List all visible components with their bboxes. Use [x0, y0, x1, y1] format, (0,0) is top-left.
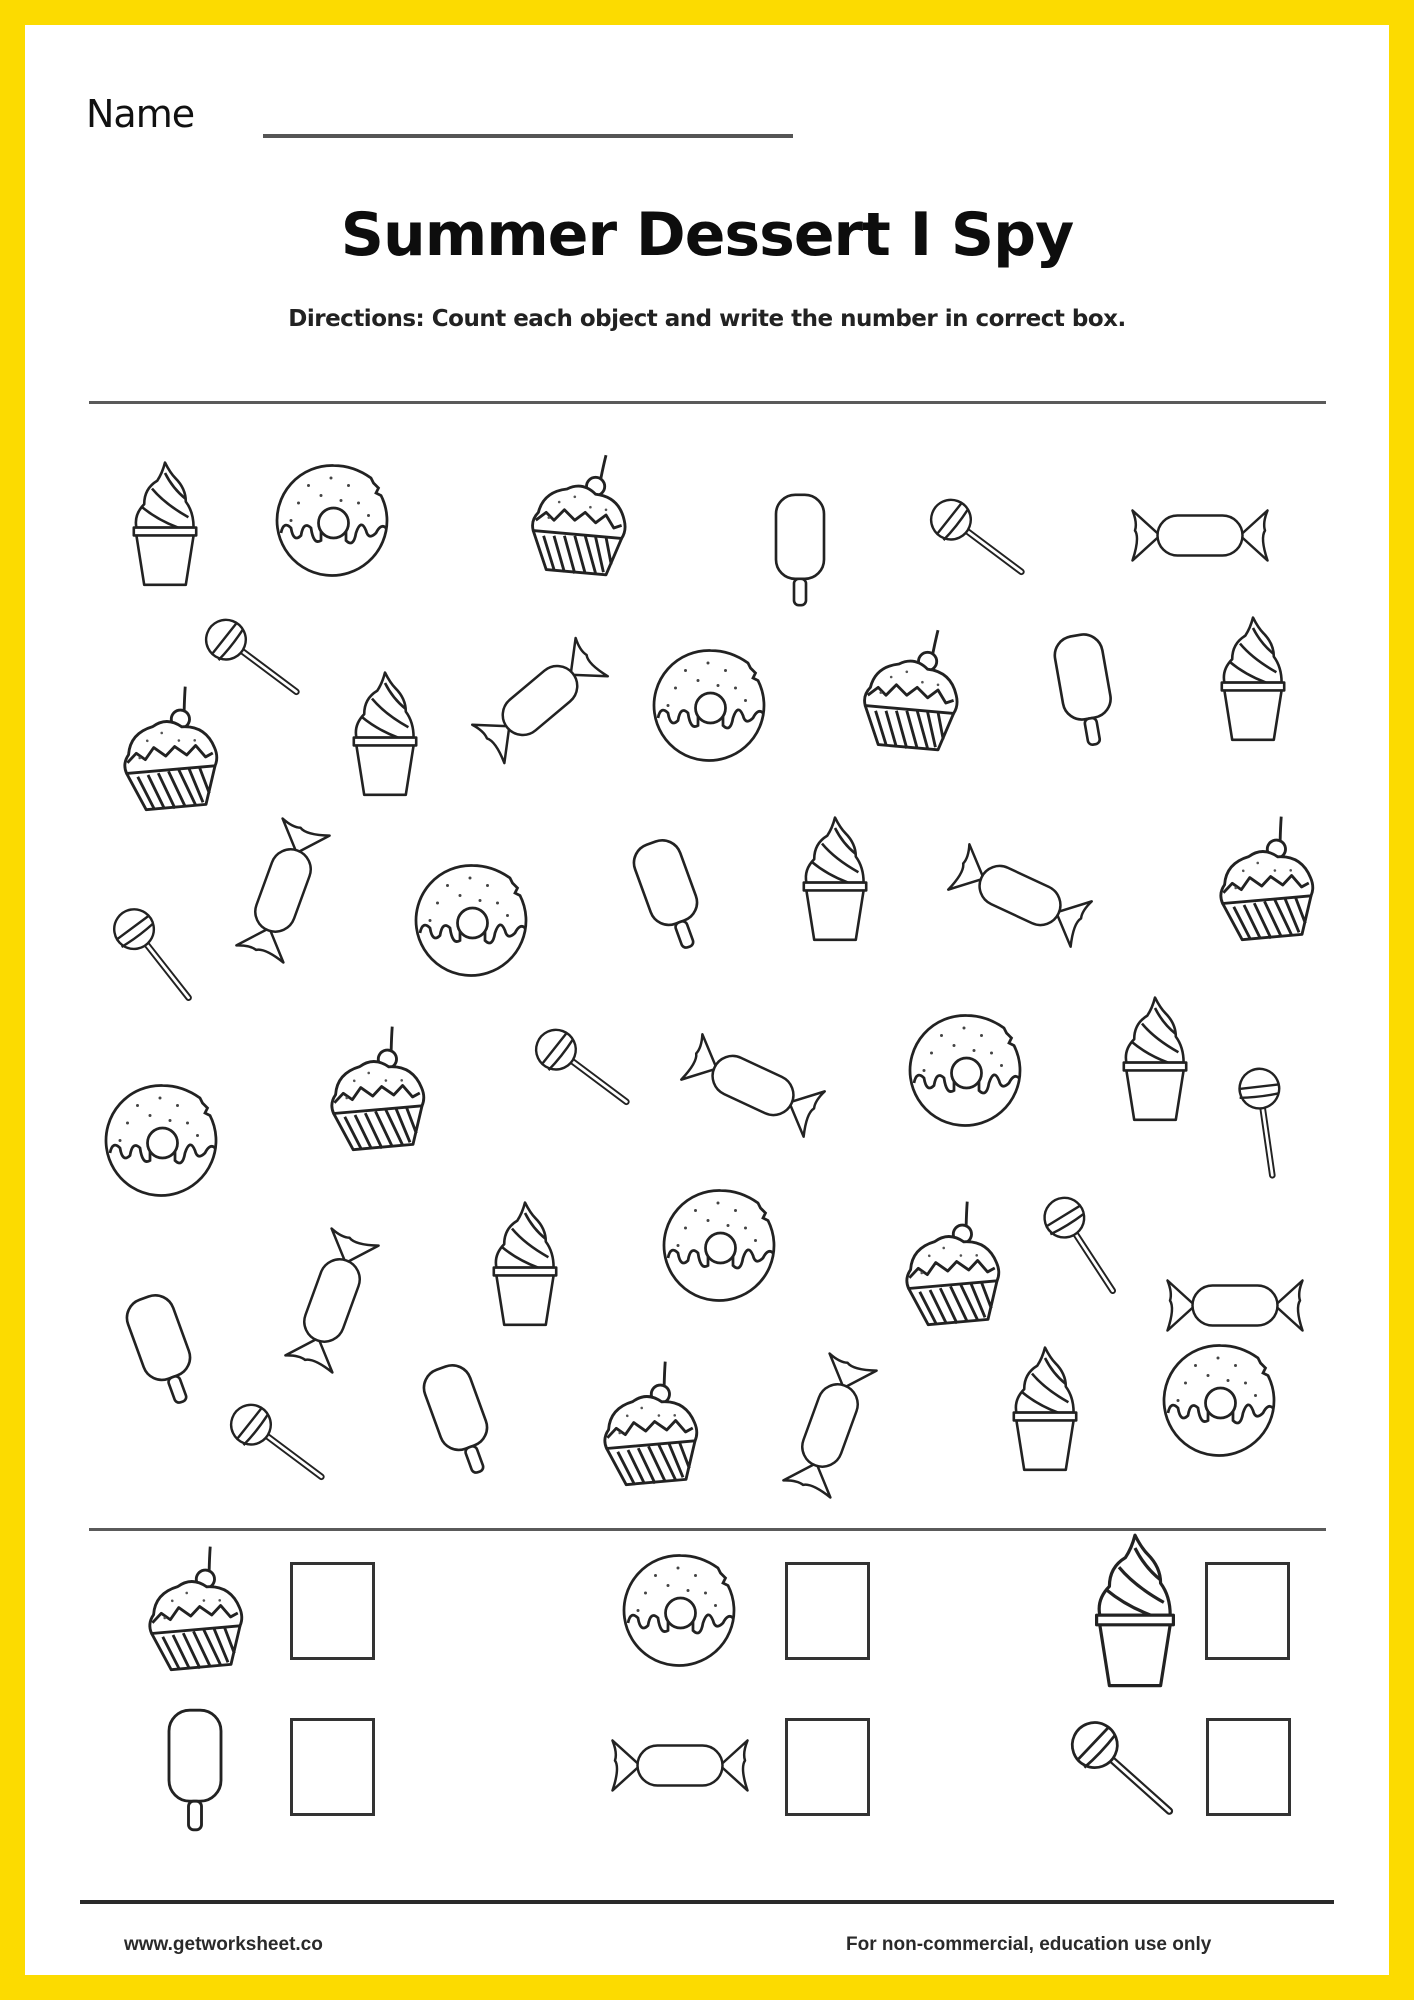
answer-box-candy[interactable]: [785, 1718, 870, 1816]
answer-box-lollipop[interactable]: [1206, 1718, 1291, 1816]
lollipop-icon: [99, 893, 205, 1017]
top-divider: [89, 401, 1326, 404]
ice-cream-icon: [126, 460, 204, 590]
ice-cream-icon: [1116, 995, 1194, 1125]
answer-box-ice-cream[interactable]: [1205, 1562, 1290, 1660]
directions-text: Directions: Count each object and write the number in correct box.: [288, 306, 1126, 332]
candy-icon: [1160, 1268, 1310, 1343]
donut-icon: [658, 1183, 783, 1308]
ice-cream-icon: [1087, 1532, 1183, 1692]
popsicle-icon: [764, 490, 836, 610]
donut-icon: [410, 858, 535, 983]
answer-box-popsicle[interactable]: [290, 1718, 375, 1816]
answer-box-cupcake[interactable]: [290, 1562, 375, 1660]
donut-icon: [904, 1008, 1029, 1133]
cupcake-icon: [1191, 805, 1342, 956]
ice-cream-icon: [1006, 1345, 1084, 1475]
cupcake-icon: [515, 450, 645, 580]
worksheet-title: Summer Dessert I Spy: [340, 200, 1074, 270]
cupcake-icon: [120, 1535, 271, 1686]
lollipop-icon: [1031, 1186, 1128, 1303]
website-link[interactable]: www.getworksheet.co: [124, 1934, 323, 1955]
popsicle-icon: [156, 1705, 234, 1835]
answer-section-divider: [89, 1528, 1326, 1531]
footer-divider: [80, 1900, 1334, 1904]
ice-cream-icon: [1214, 615, 1292, 745]
usage-note: For non-commercial, education use only: [846, 1934, 1212, 1955]
candy-icon: [1125, 498, 1275, 573]
cupcake-icon: [877, 1190, 1028, 1341]
donut-icon: [1158, 1338, 1283, 1463]
donut-icon: [648, 643, 773, 768]
ice-cream-icon: [346, 670, 424, 800]
cupcake-icon: [847, 625, 977, 755]
cupcake-icon: [302, 1015, 453, 1166]
name-field-line[interactable]: [263, 134, 793, 138]
candy-icon: [605, 1728, 755, 1803]
donut-icon: [618, 1548, 743, 1673]
donut-icon: [100, 1078, 225, 1203]
donut-icon: [271, 458, 396, 583]
ice-cream-icon: [796, 815, 874, 945]
answer-box-donut[interactable]: [785, 1562, 870, 1660]
ice-cream-icon: [486, 1200, 564, 1330]
name-label: Name: [86, 92, 195, 136]
cupcake-icon: [575, 1350, 726, 1501]
